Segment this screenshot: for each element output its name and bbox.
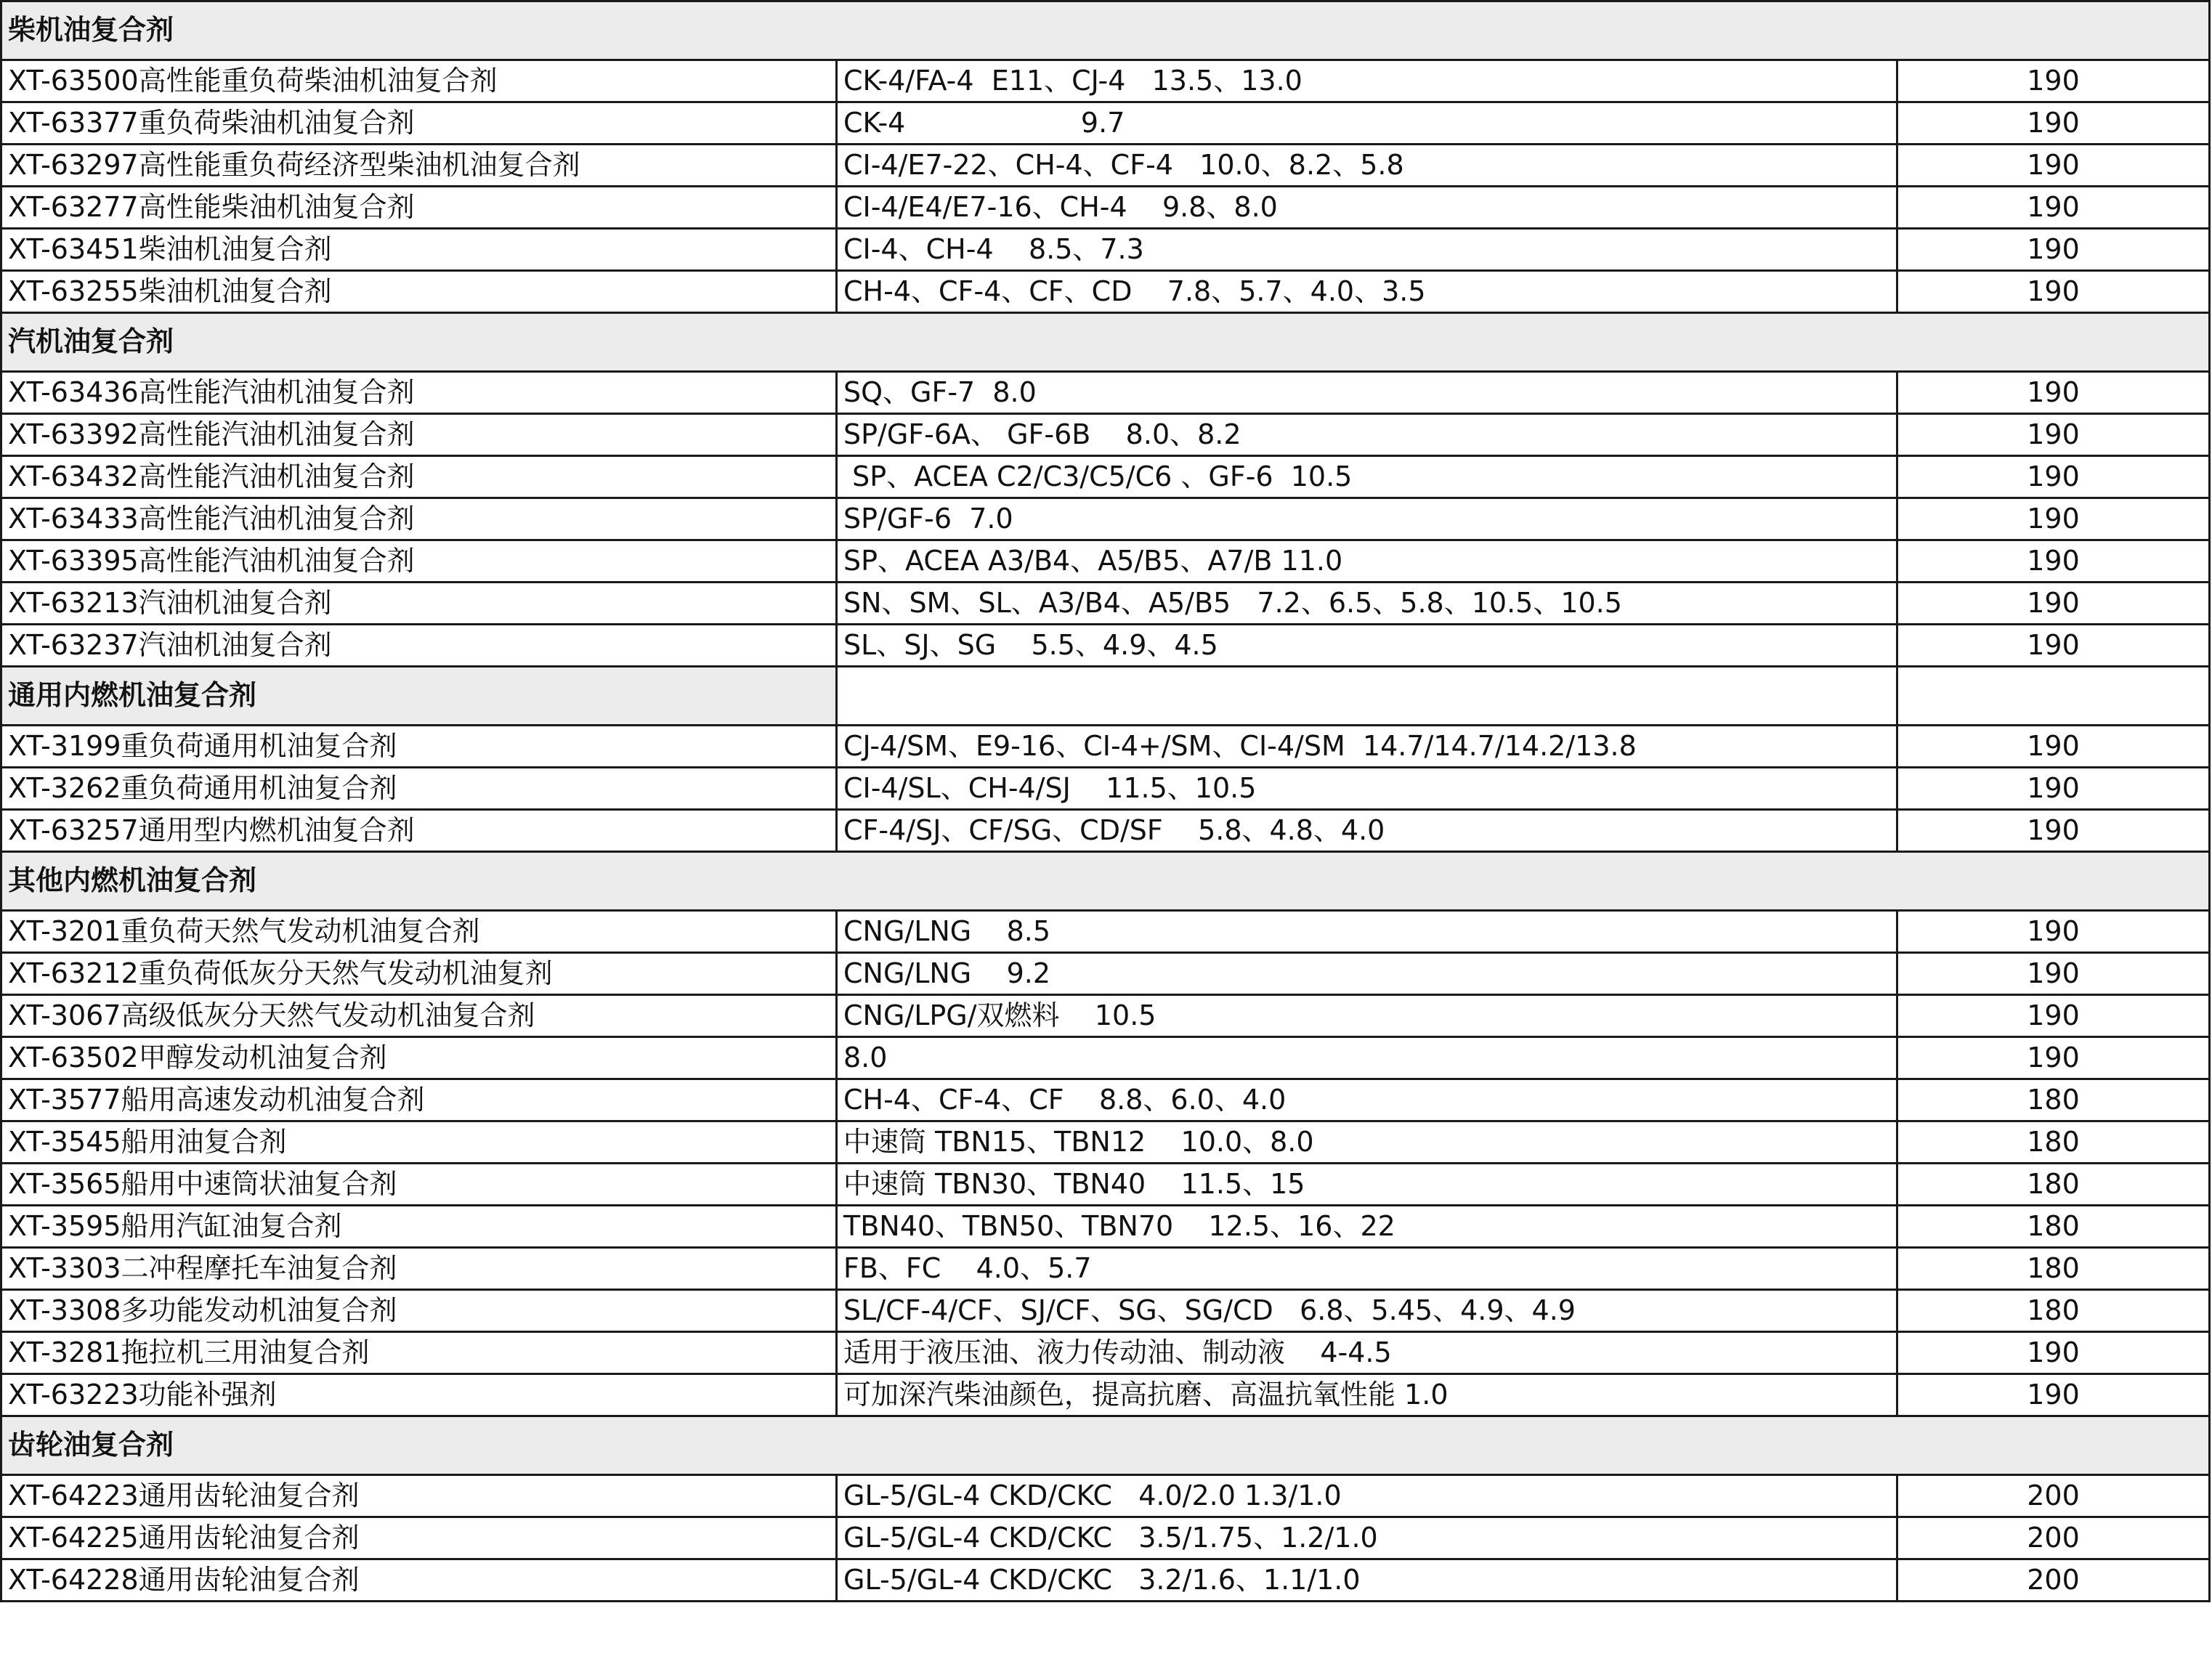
product-name-cell: XT-64223通用齿轮油复合剂 xyxy=(1,1475,837,1517)
price-cell: 190 xyxy=(1897,540,2210,583)
spec-cell: SP/GF-6 7.0 xyxy=(837,498,1897,540)
product-name-cell: XT-63502甲醇发动机油复合剂 xyxy=(1,1037,837,1079)
product-name-cell: XT-64225通用齿轮油复合剂 xyxy=(1,1517,837,1559)
product-name-cell: XT-63223功能补强剂 xyxy=(1,1374,837,1416)
table-row xyxy=(1,1206,2210,1248)
table-row xyxy=(1,1121,2210,1164)
product-name-cell: XT-63392高性能汽油机油复合剂 xyxy=(1,414,837,456)
price-cell: 180 xyxy=(1897,1290,2210,1332)
product-name-cell: XT-63433高性能汽油机油复合剂 xyxy=(1,498,837,540)
category-row xyxy=(1,1416,2210,1475)
product-name-cell: XT-63451柴油机油复合剂 xyxy=(1,229,837,271)
product-name-cell: XT-63255柴油机油复合剂 xyxy=(1,271,837,313)
spec-cell: CJ-4/SM、E9-16、CI-4+/SM、CI-4/SM 14.7/14.7/14.2/13.8 xyxy=(837,726,1897,768)
spec-cell: CK-4 9.7 xyxy=(837,102,1897,145)
table-row xyxy=(1,1517,2210,1559)
table-row xyxy=(1,583,2210,625)
spec-cell: GL-5/GL-4 CKD/CKC 4.0/2.0 1.3/1.0 xyxy=(837,1475,1897,1517)
spec-cell: GL-5/GL-4 CKD/CKC 3.5/1.75、1.2/1.0 xyxy=(837,1517,1897,1559)
spec-cell: CI-4/SL、CH-4/SJ 11.5、10.5 xyxy=(837,768,1897,810)
spec-cell: SP、ACEA A3/B4、A5/B5、A7/B 11.0 xyxy=(837,540,1897,583)
price-cell: 190 xyxy=(1897,1332,2210,1374)
category-title: 柴机油复合剂 xyxy=(1,1,2210,60)
table-row xyxy=(1,498,2210,540)
spec-cell: GL-5/GL-4 CKD/CKC 3.2/1.6、1.1/1.0 xyxy=(837,1559,1897,1602)
price-cell: 190 xyxy=(1897,911,2210,953)
product-name-cell: XT-64228通用齿轮油复合剂 xyxy=(1,1559,837,1602)
spec-cell: CH-4、CF-4、CF 8.8、6.0、4.0 xyxy=(837,1079,1897,1121)
category-row xyxy=(1,852,2210,911)
product-name-cell: XT-3199重负荷通用机油复合剂 xyxy=(1,726,837,768)
table-row xyxy=(1,1079,2210,1121)
price-cell: 180 xyxy=(1897,1206,2210,1248)
product-name-cell: XT-63436高性能汽油机油复合剂 xyxy=(1,372,837,414)
product-name-cell: XT-3577船用高速发动机油复合剂 xyxy=(1,1079,837,1121)
category-row xyxy=(1,667,2210,726)
price-cell: 190 xyxy=(1897,810,2210,852)
spec-cell: FB、FC 4.0、5.7 xyxy=(837,1248,1897,1290)
table-row xyxy=(1,102,2210,145)
category-title: 齿轮油复合剂 xyxy=(1,1416,2210,1475)
category-title: 通用内燃机油复合剂 xyxy=(1,667,837,726)
table-row xyxy=(1,540,2210,583)
table-row xyxy=(1,726,2210,768)
product-name-cell: XT-3545船用油复合剂 xyxy=(1,1121,837,1164)
price-cell: 190 xyxy=(1897,456,2210,498)
table-row xyxy=(1,625,2210,667)
price-cell: 200 xyxy=(1897,1559,2210,1602)
table-row xyxy=(1,995,2210,1037)
table-row xyxy=(1,145,2210,187)
spec-cell: 中速筒 TBN15、TBN12 10.0、8.0 xyxy=(837,1121,1897,1164)
price-cell: 180 xyxy=(1897,1248,2210,1290)
spec-cell: CI-4/E7-22、CH-4、CF-4 10.0、8.2、5.8 xyxy=(837,145,1897,187)
spec-cell: CK-4/FA-4 E11、CJ-4 13.5、13.0 xyxy=(837,60,1897,102)
price-cell: 180 xyxy=(1897,1079,2210,1121)
product-name-cell: XT-3595船用汽缸油复合剂 xyxy=(1,1206,837,1248)
product-name-cell: XT-63277高性能柴油机油复合剂 xyxy=(1,187,837,229)
price-cell: 190 xyxy=(1897,995,2210,1037)
price-cell: 190 xyxy=(1897,372,2210,414)
table-row xyxy=(1,1290,2210,1332)
table-row xyxy=(1,768,2210,810)
spec-cell: 适用于液压油、液力传动油、制动液 4-4.5 xyxy=(837,1332,1897,1374)
spec-cell: 中速筒 TBN30、TBN40 11.5、15 xyxy=(837,1164,1897,1206)
product-name-cell: XT-63257通用型内燃机油复合剂 xyxy=(1,810,837,852)
price-cell: 190 xyxy=(1897,953,2210,995)
category-row xyxy=(1,313,2210,372)
table-row xyxy=(1,1374,2210,1416)
product-name-cell: XT-3308多功能发动机油复合剂 xyxy=(1,1290,837,1332)
spec-cell: SL/CF-4/CF、SJ/CF、SG、SG/CD 6.8、5.45、4.9、4.9 xyxy=(837,1290,1897,1332)
price-cell: 180 xyxy=(1897,1164,2210,1206)
product-name-cell: XT-63500高性能重负荷柴油机油复合剂 xyxy=(1,60,837,102)
price-cell: 190 xyxy=(1897,1374,2210,1416)
table-row xyxy=(1,414,2210,456)
table-row xyxy=(1,1559,2210,1602)
category-title: 汽机油复合剂 xyxy=(1,313,2210,372)
spec-cell: SP、ACEA C2/C3/C5/C6 、GF-6 10.5 xyxy=(837,456,1897,498)
product-name-cell: XT-63377重负荷柴油机油复合剂 xyxy=(1,102,837,145)
table-row xyxy=(1,1248,2210,1290)
table-row xyxy=(1,911,2210,953)
table-row xyxy=(1,1475,2210,1517)
spec-cell: CNG/LPG/双燃料 10.5 xyxy=(837,995,1897,1037)
price-cell: 190 xyxy=(1897,414,2210,456)
empty-cell xyxy=(837,667,1897,726)
table-row xyxy=(1,456,2210,498)
empty-cell xyxy=(1897,667,2210,726)
product-name-cell: XT-3303二冲程摩托车油复合剂 xyxy=(1,1248,837,1290)
spec-cell: CF-4/SJ、CF/SG、CD/SF 5.8、4.8、4.0 xyxy=(837,810,1897,852)
spec-cell: CNG/LNG 9.2 xyxy=(837,953,1897,995)
product-name-cell: XT-3201重负荷天然气发动机油复合剂 xyxy=(1,911,837,953)
table-row xyxy=(1,60,2210,102)
category-title: 其他内燃机油复合剂 xyxy=(1,852,2210,911)
price-cell: 200 xyxy=(1897,1475,2210,1517)
spec-cell: TBN40、TBN50、TBN70 12.5、16、22 xyxy=(837,1206,1897,1248)
table-row xyxy=(1,810,2210,852)
product-name-cell: XT-63297高性能重负荷经济型柴油机油复合剂 xyxy=(1,145,837,187)
product-name-cell: XT-63237汽油机油复合剂 xyxy=(1,625,837,667)
table-row xyxy=(1,271,2210,313)
table-row xyxy=(1,1037,2210,1079)
price-cell: 190 xyxy=(1897,102,2210,145)
product-name-cell: XT-63212重负荷低灰分天然气发动机油复剂 xyxy=(1,953,837,995)
spec-cell: SN、SM、SL、A3/B4、A5/B5 7.2、6.5、5.8、10.5、10.5 xyxy=(837,583,1897,625)
price-cell: 190 xyxy=(1897,726,2210,768)
price-cell: 200 xyxy=(1897,1517,2210,1559)
product-name-cell: XT-3067高级低灰分天然气发动机油复合剂 xyxy=(1,995,837,1037)
spec-cell: SP/GF-6A、 GF-6B 8.0、8.2 xyxy=(837,414,1897,456)
spec-cell: SL、SJ、SG 5.5、4.9、4.5 xyxy=(837,625,1897,667)
category-row xyxy=(1,1,2210,60)
product-name-cell: XT-63432高性能汽油机油复合剂 xyxy=(1,456,837,498)
spec-cell: CI-4/E4/E7-16、CH-4 9.8、8.0 xyxy=(837,187,1897,229)
product-name-cell: XT-3262重负荷通用机油复合剂 xyxy=(1,768,837,810)
price-cell: 190 xyxy=(1897,271,2210,313)
price-cell: 190 xyxy=(1897,145,2210,187)
product-name-cell: XT-63213汽油机油复合剂 xyxy=(1,583,837,625)
product-name-cell: XT-3281拖拉机三用油复合剂 xyxy=(1,1332,837,1374)
price-cell: 190 xyxy=(1897,625,2210,667)
table-row xyxy=(1,187,2210,229)
product-name-cell: XT-63395高性能汽油机油复合剂 xyxy=(1,540,837,583)
price-cell: 190 xyxy=(1897,60,2210,102)
price-cell: 190 xyxy=(1897,498,2210,540)
price-cell: 190 xyxy=(1897,229,2210,271)
spec-cell: 可加深汽柴油颜色，提高抗磨、高温抗氧性能 1.0 xyxy=(837,1374,1897,1416)
table-row xyxy=(1,953,2210,995)
spec-cell: SQ、GF-7 8.0 xyxy=(837,372,1897,414)
spec-cell: CNG/LNG 8.5 xyxy=(837,911,1897,953)
price-cell: 180 xyxy=(1897,1121,2210,1164)
product-name-cell: XT-3565船用中速筒状油复合剂 xyxy=(1,1164,837,1206)
price-cell: 190 xyxy=(1897,1037,2210,1079)
price-cell: 190 xyxy=(1897,583,2210,625)
table-row xyxy=(1,1164,2210,1206)
spec-cell: CH-4、CF-4、CF、CD 7.8、5.7、4.0、3.5 xyxy=(837,271,1897,313)
spec-cell: 8.0 xyxy=(837,1037,1897,1079)
price-cell: 190 xyxy=(1897,768,2210,810)
table-row xyxy=(1,229,2210,271)
table-row xyxy=(1,372,2210,414)
spec-cell: CI-4、CH-4 8.5、7.3 xyxy=(837,229,1897,271)
table-row xyxy=(1,1332,2210,1374)
price-cell: 190 xyxy=(1897,187,2210,229)
